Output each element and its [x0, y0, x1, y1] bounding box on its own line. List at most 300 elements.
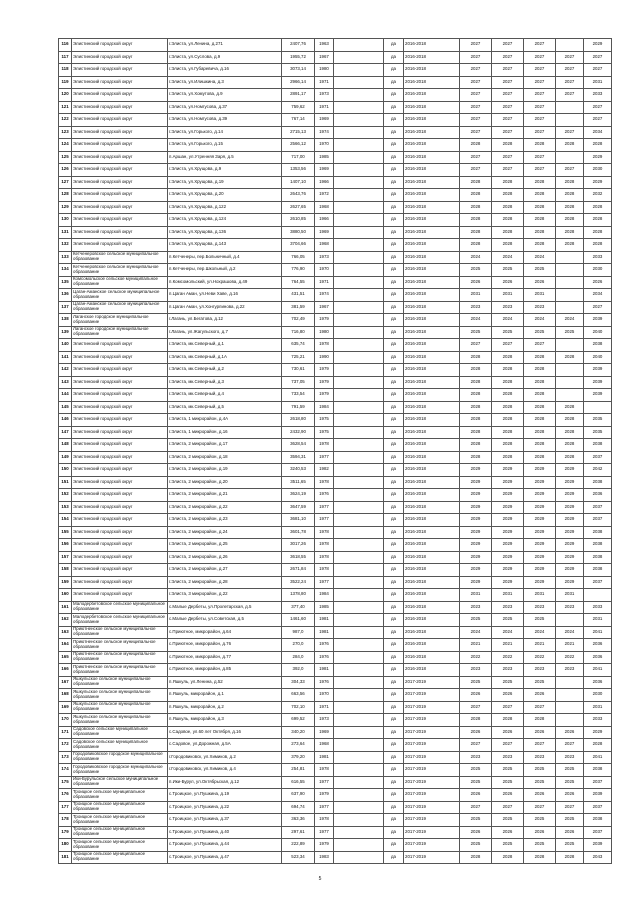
cell-blank-cell — [334, 564, 384, 577]
cell-year-3: 2027 — [524, 76, 556, 89]
cell-municipality: Элистинский городской округ — [72, 189, 168, 202]
cell-year-2: 2028 — [492, 376, 524, 389]
cell-year-3: 2028 — [524, 851, 556, 864]
cell-address: г.Элиста, ул.Горького, д.14 — [168, 126, 282, 139]
cell-year-5: 2039 — [584, 389, 612, 402]
cell-year-5: 2034 — [584, 289, 612, 302]
cell-year-built: 1985 — [315, 151, 334, 164]
cell-year-4: 2028 — [556, 414, 584, 427]
cell-flag: да — [384, 614, 404, 627]
cell-period: 2017-2019 — [404, 839, 460, 852]
cell-municipality: Элистинский городской округ — [72, 351, 168, 364]
cell-year-5: 2029 — [584, 151, 612, 164]
cell-row-number: 141 — [59, 351, 72, 364]
cell-area: 663,56 — [282, 689, 315, 702]
cell-year-2: 2029 — [492, 539, 524, 552]
cell-row-number: 172 — [59, 739, 72, 752]
cell-period: 2016-2018 — [404, 251, 460, 264]
cell-area: 3628,54 — [282, 439, 315, 452]
cell-period: 2016-2018 — [404, 464, 460, 477]
cell-year-4: 2027 — [556, 801, 584, 814]
cell-period: 2016-2018 — [404, 589, 460, 602]
cell-flag: да — [384, 176, 404, 189]
cell-flag: да — [384, 351, 404, 364]
cell-row-number: 177 — [59, 801, 72, 814]
cell-municipality: Яшкульское сельское муниципальное образование — [72, 701, 168, 714]
cell-period: 2016-2018 — [404, 326, 460, 339]
cell-period: 2016-2018 — [404, 76, 460, 89]
cell-flag: да — [384, 739, 404, 752]
cell-row-number: 132 — [59, 239, 72, 252]
cell-year-1: 2029 — [460, 514, 492, 527]
cell-flag: да — [384, 601, 404, 614]
cell-year-built: 1966 — [315, 214, 334, 227]
cell-year-built: 1978 — [315, 476, 334, 489]
cell-year-5: 2026 — [584, 276, 612, 289]
table-row — [59, 39, 612, 52]
cell-address: г.Элиста, мк.Северный, д.5 — [168, 401, 282, 414]
cell-address: с.Троицкое, ул.Пушкина, д.37 — [168, 814, 282, 827]
cell-year-1: 2023 — [460, 301, 492, 314]
cell-year-4 — [556, 114, 584, 127]
cell-year-1: 2028 — [460, 239, 492, 252]
cell-year-built: 1977 — [315, 514, 334, 527]
cell-area: 3624,19 — [282, 489, 315, 502]
cell-flag: да — [384, 239, 404, 252]
cell-area: 2671,84 — [282, 564, 315, 577]
cell-period: 2016-2018 — [404, 614, 460, 627]
cell-year-built: 1977 — [315, 826, 334, 839]
cell-area: 702,10 — [282, 701, 315, 714]
cell-year-5: 2037 — [584, 576, 612, 589]
table-row — [59, 89, 612, 102]
cell-year-4: 2028 — [556, 451, 584, 464]
cell-address: с.Приютное, микрорайон, д.76 — [168, 639, 282, 652]
cell-blank-cell — [334, 401, 384, 414]
cell-year-3: 2027 — [524, 39, 556, 52]
cell-blank-cell — [334, 589, 384, 602]
cell-municipality: Элистинский городской округ — [72, 376, 168, 389]
cell-blank-cell — [334, 701, 384, 714]
cell-year-built: 1975 — [315, 414, 334, 427]
table-row — [59, 176, 612, 189]
cell-flag: да — [384, 39, 404, 52]
cell-period: 2016-2018 — [404, 414, 460, 427]
cell-flag: да — [384, 139, 404, 152]
cell-year-5: 2027 — [584, 101, 612, 114]
cell-year-4: 2023 — [556, 664, 584, 677]
cell-blank-cell — [334, 101, 384, 114]
cell-year-1: 2026 — [460, 826, 492, 839]
cell-flag: да — [384, 289, 404, 302]
cell-area: 270,0 — [282, 639, 315, 652]
cell-flag: да — [384, 451, 404, 464]
cell-year-4: 2029 — [556, 476, 584, 489]
cell-year-built: 1975 — [315, 426, 334, 439]
cell-year-built: 1983 — [315, 851, 334, 864]
cell-row-number: 164 — [59, 639, 72, 652]
cell-year-2: 2027 — [492, 39, 524, 52]
cell-year-3: 2027 — [524, 114, 556, 127]
cell-year-2: 2029 — [492, 564, 524, 577]
cell-period: 2016-2018 — [404, 501, 460, 514]
cell-year-built: 1969 — [315, 114, 334, 127]
cell-year-2: 2028 — [492, 189, 524, 202]
cell-year-3: 2028 — [524, 376, 556, 389]
cell-period: 2016-2018 — [404, 639, 460, 652]
cell-year-built: 1974 — [315, 126, 334, 139]
cell-flag: да — [384, 251, 404, 264]
cell-year-2: 2028 — [492, 451, 524, 464]
cell-year-built: 1972 — [315, 189, 334, 202]
cell-blank-cell — [334, 326, 384, 339]
cell-period: 2016-2018 — [404, 439, 460, 452]
cell-year-3: 2025 — [524, 764, 556, 777]
cell-year-4 — [556, 251, 584, 264]
cell-year-1: 2029 — [460, 564, 492, 577]
cell-municipality: Лаганское городское муниципальное образование — [72, 326, 168, 339]
cell-year-3: 2026 — [524, 789, 556, 802]
cell-year-4 — [556, 301, 584, 314]
cell-year-built: 1979 — [315, 389, 334, 402]
cell-period: 2016-2018 — [404, 64, 460, 77]
cell-year-1: 2025 — [460, 326, 492, 339]
cell-flag: да — [384, 776, 404, 789]
cell-year-5: 2039 — [584, 364, 612, 377]
cell-address: п.Яшкуль, ул.Ленина, д.52 — [168, 676, 282, 689]
cell-year-4: 2027 — [556, 739, 584, 752]
cell-year-3: 2028 — [524, 414, 556, 427]
table-row — [59, 751, 612, 764]
cell-year-3: 2029 — [524, 551, 556, 564]
cell-address: с.Троицкое, ул.Пушкина, д.44 — [168, 839, 282, 852]
cell-year-2: 2028 — [492, 201, 524, 214]
cell-municipality: Яшкульское сельское муниципальное образование — [72, 714, 168, 727]
cell-year-5: 2038 — [584, 564, 612, 577]
cell-year-5: 2034 — [584, 126, 612, 139]
cell-year-5: 2033 — [584, 714, 612, 727]
cell-area: 2715,13 — [282, 126, 315, 139]
cell-year-1: 2029 — [460, 551, 492, 564]
cell-year-1: 2029 — [460, 526, 492, 539]
cell-year-3: 2028 — [524, 364, 556, 377]
cell-year-4: 2029 — [556, 564, 584, 577]
cell-address: п.Цаган Аман, ул.Хонгурлинова, д.22 — [168, 301, 282, 314]
cell-year-built: 1981 — [315, 664, 334, 677]
cell-year-5: 2037 — [584, 451, 612, 464]
cell-year-3: 2026 — [524, 689, 556, 702]
cell-row-number: 156 — [59, 539, 72, 552]
cell-address: г.Элиста, ул.Номгусова, д.39 — [168, 114, 282, 127]
table-row — [59, 401, 612, 414]
cell-year-5: 2038 — [584, 476, 612, 489]
cell-year-1: 2027 — [460, 126, 492, 139]
cell-year-1: 2027 — [460, 164, 492, 177]
cell-address: г.Элиста, 2 микрорайон, д.22 — [168, 501, 282, 514]
cell-year-4 — [556, 701, 584, 714]
cell-area: 702,49 — [282, 314, 315, 327]
cell-address: г.Элиста, 2 микрорайон, д.28 — [168, 576, 282, 589]
cell-area: 791,59 — [282, 401, 315, 414]
cell-area: 3704,66 — [282, 239, 315, 252]
cell-flag: да — [384, 651, 404, 664]
cell-year-built: 1978 — [315, 551, 334, 564]
cell-flag: да — [384, 64, 404, 77]
cell-year-1: 2028 — [460, 189, 492, 202]
table-row — [59, 126, 612, 139]
cell-row-number: 158 — [59, 564, 72, 577]
cell-year-2: 2028 — [492, 439, 524, 452]
cell-row-number: 159 — [59, 576, 72, 589]
cell-year-built: 1971 — [315, 76, 334, 89]
cell-year-3: 2028 — [524, 239, 556, 252]
cell-period: 2016-2018 — [404, 126, 460, 139]
cell-period: 2016-2018 — [404, 426, 460, 439]
cell-year-5 — [584, 589, 612, 602]
cell-municipality: Элистинский городской округ — [72, 389, 168, 402]
cell-year-5: 2027 — [584, 64, 612, 77]
cell-year-1: 2027 — [460, 739, 492, 752]
cell-year-5: 2029 — [584, 176, 612, 189]
cell-year-4 — [556, 289, 584, 302]
cell-year-1: 2028 — [460, 414, 492, 427]
cell-blank-cell — [334, 164, 384, 177]
cell-address: г.Элиста, 2 микрорайон, д.21 — [168, 489, 282, 502]
table-row — [59, 714, 612, 727]
cell-year-3: 2027 — [524, 701, 556, 714]
cell-flag: да — [384, 114, 404, 127]
cell-period: 2016-2018 — [404, 39, 460, 52]
cell-flag: да — [384, 639, 404, 652]
cell-year-built: 1976 — [315, 651, 334, 664]
cell-period: 2016-2018 — [404, 139, 460, 152]
cell-year-2: 2023 — [492, 301, 524, 314]
cell-year-4: 2027 — [556, 89, 584, 102]
cell-year-3: 2028 — [524, 176, 556, 189]
cell-year-4 — [556, 376, 584, 389]
cell-year-3: 2024 — [524, 314, 556, 327]
cell-year-5: 2040 — [584, 351, 612, 364]
cell-year-5: 2028 — [584, 739, 612, 752]
cell-address: г.Элиста, 1 микрорайон, д.4А — [168, 414, 282, 427]
table-row — [59, 464, 612, 477]
cell-row-number: 135 — [59, 276, 72, 289]
cell-year-4: 2029 — [556, 526, 584, 539]
cell-year-3: 2028 — [524, 201, 556, 214]
cell-municipality: Цаган-Аманское сельское муниципальное образование — [72, 289, 168, 302]
table-row — [59, 201, 612, 214]
cell-area: 694,74 — [282, 801, 315, 814]
cell-area: 3601,78 — [282, 526, 315, 539]
cell-blank-cell — [334, 551, 384, 564]
cell-area: 637,90 — [282, 789, 315, 802]
cell-year-4: 2025 — [556, 764, 584, 777]
cell-period: 2017-2019 — [404, 826, 460, 839]
cell-year-3: 2023 — [524, 301, 556, 314]
cell-year-5: 2039 — [584, 376, 612, 389]
cell-municipality: Садовское сельское муниципальное образование — [72, 726, 168, 739]
cell-municipality: Элистинский городской округ — [72, 501, 168, 514]
cell-municipality: Элистинский городской округ — [72, 64, 168, 77]
cell-year-3: 2027 — [524, 739, 556, 752]
cell-row-number: 143 — [59, 376, 72, 389]
cell-blank-cell — [334, 89, 384, 102]
cell-year-3: 2028 — [524, 214, 556, 227]
cell-year-3: 2021 — [524, 639, 556, 652]
cell-row-number: 127 — [59, 176, 72, 189]
cell-year-4 — [556, 39, 584, 52]
cell-period: 2016-2018 — [404, 289, 460, 302]
cell-address: г.Элиста, ул.Суслова, д.9 — [168, 51, 282, 64]
table-row — [59, 364, 612, 377]
table-row — [59, 239, 612, 252]
cell-municipality: Элистинский городской округ — [72, 214, 168, 227]
cell-year-3: 2031 — [524, 289, 556, 302]
cell-area: 2610,85 — [282, 214, 315, 227]
cell-year-built: 1990 — [315, 351, 334, 364]
cell-year-5: 2038 — [584, 526, 612, 539]
cell-address: г.Элиста, ул.Ленина, д.271 — [168, 39, 282, 52]
cell-blank-cell — [334, 389, 384, 402]
cell-area: 297,61 — [282, 826, 315, 839]
cell-year-4: 2029 — [556, 464, 584, 477]
cell-row-number: 124 — [59, 139, 72, 152]
cell-year-built: 1968 — [315, 739, 334, 752]
table-row — [59, 451, 612, 464]
cell-blank-cell — [334, 376, 384, 389]
cell-municipality: Элистинский городской округ — [72, 564, 168, 577]
cell-year-3: 2024 — [524, 251, 556, 264]
cell-area: 1407,10 — [282, 176, 315, 189]
cell-area: 699,52 — [282, 714, 315, 727]
table-row — [59, 76, 612, 89]
cell-address: г.Элиста, 2 микрорайон, д.25 — [168, 539, 282, 552]
cell-year-2: 2026 — [492, 276, 524, 289]
cell-blank-cell — [334, 214, 384, 227]
cell-blank-cell — [334, 626, 384, 639]
cell-year-4 — [556, 364, 584, 377]
cell-blank-cell — [334, 39, 384, 52]
cell-flag: да — [384, 364, 404, 377]
cell-blank-cell — [334, 614, 384, 627]
cell-year-1: 2026 — [460, 276, 492, 289]
cell-year-5: 2027 — [584, 114, 612, 127]
cell-year-5: 2041 — [584, 751, 612, 764]
cell-municipality: Малодербетовское сельское муниципальное образование — [72, 614, 168, 627]
cell-row-number: 165 — [59, 651, 72, 664]
cell-year-4: 2027 — [556, 76, 584, 89]
cell-area: 2966,14 — [282, 76, 315, 89]
cell-year-2: 2027 — [492, 801, 524, 814]
cell-row-number: 180 — [59, 839, 72, 852]
cell-year-3: 2027 — [524, 64, 556, 77]
cell-period: 2016-2018 — [404, 264, 460, 277]
cell-address: п.Цаган Аман, ул.Неви Хаве, д.16 — [168, 289, 282, 302]
cell-year-3: 2025 — [524, 776, 556, 789]
cell-year-built: 1966 — [315, 176, 334, 189]
table-row — [59, 801, 612, 814]
cell-year-3: 2028 — [524, 351, 556, 364]
table-row — [59, 139, 612, 152]
cell-address: г.Элиста, ул.Хомутова, д.9 — [168, 89, 282, 102]
cell-year-2: 2025 — [492, 326, 524, 339]
cell-area: 3647,59 — [282, 501, 315, 514]
cell-year-1: 2027 — [460, 701, 492, 714]
cell-address: п.Яшкуль, микрорайон, д.3 — [168, 714, 282, 727]
cell-period: 2017-2019 — [404, 676, 460, 689]
table-row — [59, 251, 612, 264]
cell-address: г.Элиста, ул.Хрущова, д.122 — [168, 201, 282, 214]
cell-year-1: 2023 — [460, 664, 492, 677]
cell-year-built: 1977 — [315, 501, 334, 514]
cell-flag: да — [384, 714, 404, 727]
cell-area: 635,74 — [282, 339, 315, 352]
cell-address: г.Лагань, ул.Бегатова, д.12 — [168, 314, 282, 327]
cell-address: г.Элиста, ул.Хрущова, д.143 — [168, 239, 282, 252]
cell-year-3: 2026 — [524, 276, 556, 289]
cell-area: 254,81 — [282, 764, 315, 777]
cell-year-1: 2027 — [460, 89, 492, 102]
cell-flag: да — [384, 439, 404, 452]
table-row — [59, 626, 612, 639]
cell-area: 304,33 — [282, 676, 315, 689]
cell-period: 2016-2018 — [404, 489, 460, 502]
cell-year-4: 2028 — [556, 139, 584, 152]
cell-year-built: 1971 — [315, 276, 334, 289]
cell-address: г.Элиста, 2 микрорайон, д.19 — [168, 464, 282, 477]
cell-year-1: 2031 — [460, 589, 492, 602]
cell-row-number: 150 — [59, 464, 72, 477]
cell-year-1: 2027 — [460, 64, 492, 77]
cell-municipality: Цаган-Аманское сельское муниципальное образование — [72, 301, 168, 314]
cell-area: 1378,80 — [282, 589, 315, 602]
cell-address: п.Яшкуль, микрорайон, д.2 — [168, 701, 282, 714]
cell-year-built: 1968 — [315, 239, 334, 252]
cell-flag: да — [384, 101, 404, 114]
cell-municipality: Приютненское сельское муниципальное образование — [72, 639, 168, 652]
cell-year-3: 2028 — [524, 426, 556, 439]
table-row — [59, 726, 612, 739]
cell-row-number: 126 — [59, 164, 72, 177]
cell-area: 2627,65 — [282, 201, 315, 214]
cell-municipality: Элистинский городской округ — [72, 89, 168, 102]
cell-period: 2016-2018 — [404, 339, 460, 352]
cell-year-5: 2036 — [584, 489, 612, 502]
cell-blank-cell — [334, 764, 384, 777]
cell-period: 2016-2018 — [404, 564, 460, 577]
cell-year-1: 2028 — [460, 176, 492, 189]
cell-year-2: 2025 — [492, 764, 524, 777]
table-row — [59, 676, 612, 689]
table-row — [59, 701, 612, 714]
cell-area: 987,0 — [282, 626, 315, 639]
cell-blank-cell — [334, 51, 384, 64]
cell-year-2: 2027 — [492, 114, 524, 127]
cell-address: п.Кетченеры, пер.Больничный, д.4 — [168, 251, 282, 264]
cell-period: 2016-2018 — [404, 576, 460, 589]
cell-year-5: 2028 — [584, 226, 612, 239]
cell-flag: да — [384, 339, 404, 352]
cell-municipality: Малодербетовское сельское муниципальное образование — [72, 601, 168, 614]
table-row — [59, 551, 612, 564]
cell-row-number: 181 — [59, 851, 72, 864]
cell-year-1: 2027 — [460, 76, 492, 89]
cell-year-4: 2025 — [556, 839, 584, 852]
table-row — [59, 776, 612, 789]
table-row — [59, 814, 612, 827]
cell-address: г.Элиста, мк.Северный, д.1 — [168, 339, 282, 352]
cell-period: 2016-2018 — [404, 389, 460, 402]
